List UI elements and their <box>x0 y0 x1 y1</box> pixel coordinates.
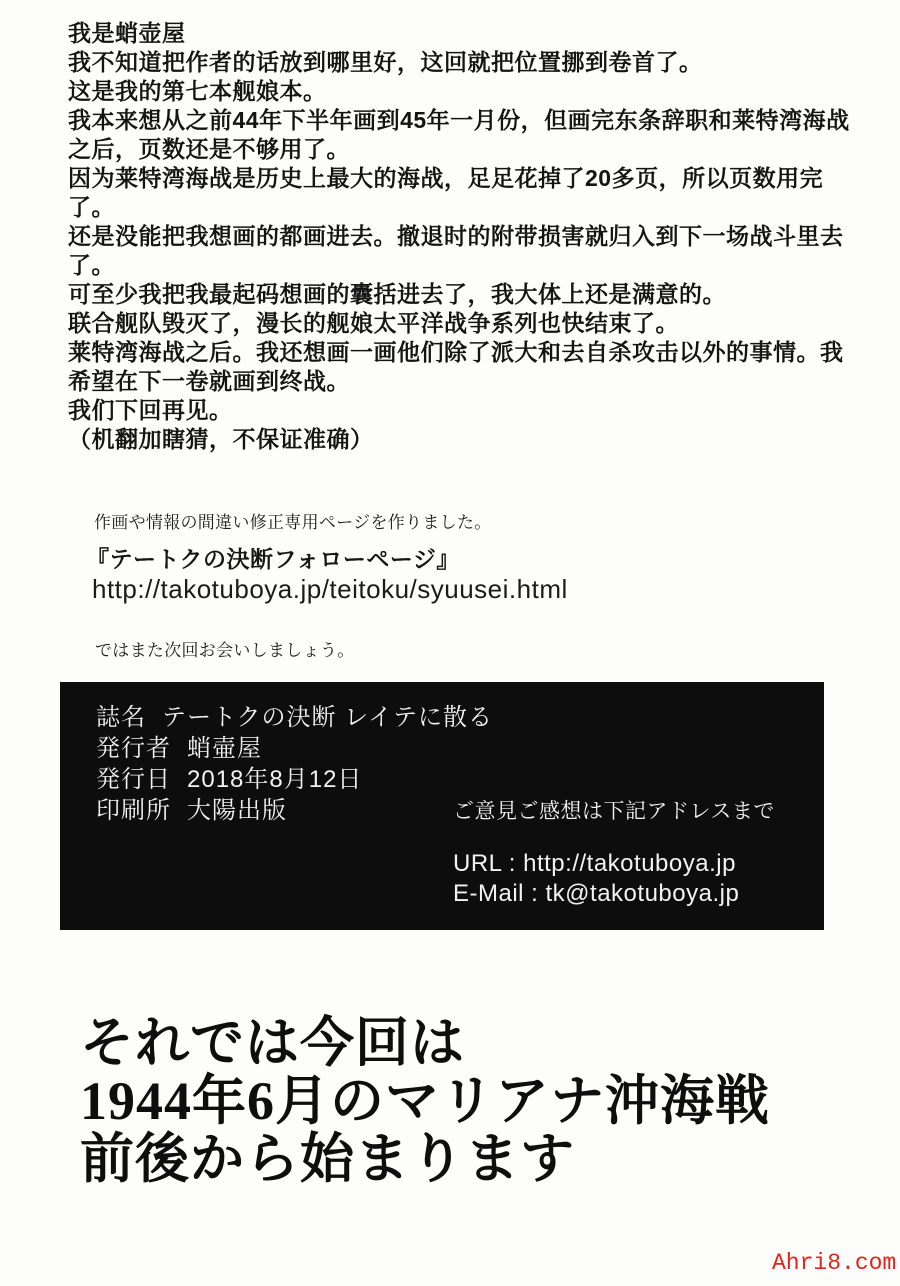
contact-url: URL : http://takotuboya.jp <box>453 850 736 877</box>
announcement-line: それでは今回は <box>80 1013 465 1073</box>
correction-page-title: 『テートクの決断フォローページ』 <box>86 546 460 572</box>
colophon-label: 印刷所 <box>96 797 171 824</box>
colophon-row-date <box>96 764 493 795</box>
contact-email: E-Mail : tk@takotuboya.jp <box>453 880 740 907</box>
correction-page-url: http://takotuboya.jp/teitoku/syuusei.html <box>92 574 568 604</box>
colophon-value: 2018年8月12日 <box>187 766 363 793</box>
announcement-line: 1944年6月のマリアナ沖海戦 <box>80 1071 770 1131</box>
colophon-label: 誌名 <box>96 704 146 731</box>
cn-note-line: 我不知道把作者的话放到哪里好，这回就把位置挪到卷首了。 <box>68 49 703 75</box>
colophon-label: 発行日 <box>96 766 171 793</box>
cn-note-line: 之后，页数还是不够用了。 <box>68 136 350 162</box>
announcement-heading <box>80 1014 770 1188</box>
cn-note-line: 莱特湾海战之后。我还想画一画他们除了派大和去自杀攻击以外的事情。我 <box>68 339 844 365</box>
colophon-row-title <box>96 702 493 733</box>
watermark: Ahri8.com <box>772 1250 897 1276</box>
cn-note-line: 希望在下一卷就画到终战。 <box>68 368 350 394</box>
author-notes-cn <box>68 19 858 454</box>
cn-note-line: 了。 <box>68 194 115 220</box>
colophon-value: テートクの決断 レイテに散る <box>162 704 493 731</box>
announcement-line: 前後から始まります <box>80 1129 575 1189</box>
cn-note-line: 联合舰队毁灭了，漫长的舰娘太平洋战争系列也快结束了。 <box>68 310 679 336</box>
cn-note-line: 我本来想从之前44年下半年画到45年一月份，但画完东条辞职和莱特湾海战 <box>68 107 850 133</box>
cn-note-line: （机翻加瞎猜，不保证准确） <box>68 426 374 452</box>
cn-note-line: 还是没能把我想画的都画进去。撤退时的附带损害就归入到下一场战斗里去 <box>68 223 844 249</box>
colophon-value: 蛸壷屋 <box>187 735 262 762</box>
cn-note-line: 可至少我把我最起码想画的囊括进去了，我大体上还是满意的。 <box>68 281 726 307</box>
cn-note-line: 了。 <box>68 252 115 278</box>
colophon-row-printer <box>96 795 493 826</box>
colophon-rows <box>96 702 493 826</box>
colophon-box <box>60 682 824 930</box>
colophon-value: 大陽出版 <box>187 797 287 824</box>
correction-note-intro: 作画や情報の間違い修正専用ページを作りました。 <box>94 513 492 532</box>
cn-note-line: 我们下回再见。 <box>68 397 233 423</box>
cn-note-line: 这是我的第七本舰娘本。 <box>68 78 327 104</box>
closing-note: ではまた次回お会いしましょう。 <box>95 641 355 660</box>
contact-heading: ご意見ご感想は下記アドレスまで <box>453 800 775 823</box>
cn-note-line: 我是蛸壶屋 <box>68 20 186 46</box>
colophon-row-publisher <box>96 733 493 764</box>
colophon-label: 発行者 <box>96 735 171 762</box>
cn-note-line: 因为莱特湾海战是历史上最大的海战，足足花掉了20多页，所以页数用完 <box>68 165 824 191</box>
